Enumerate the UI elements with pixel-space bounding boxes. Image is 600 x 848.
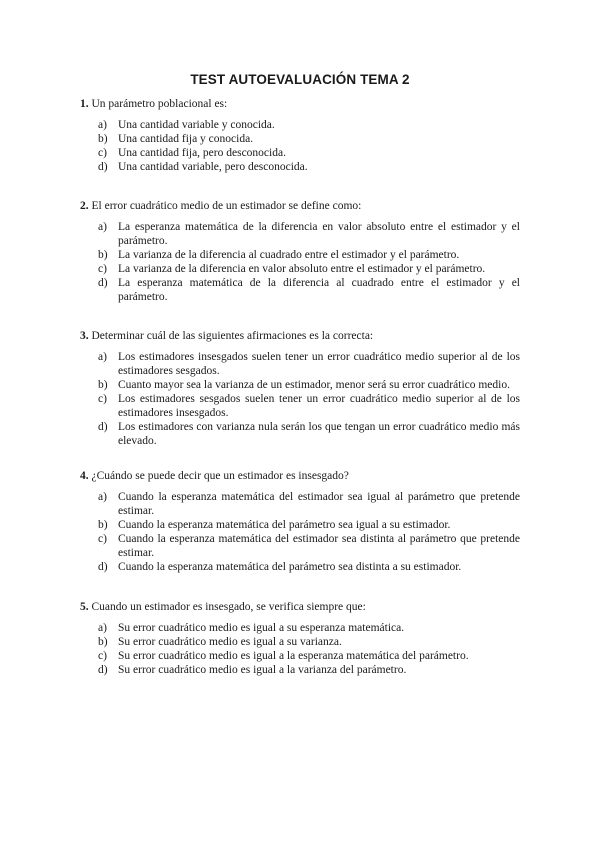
- option-b: [80, 132, 520, 146]
- option-c: [80, 146, 520, 160]
- option-text: Una cantidad fija, pero desconocida.: [118, 147, 286, 159]
- question-number: 2.: [80, 200, 89, 212]
- option-letter: a): [98, 221, 107, 233]
- question-text: ¿Cuándo se puede decir que un estimador es insesgado?: [91, 470, 349, 482]
- question-stem: [80, 600, 520, 614]
- option-a: [80, 350, 520, 378]
- option-letter: c): [98, 393, 107, 405]
- option-letter: d): [98, 421, 108, 433]
- option-a: [80, 118, 520, 132]
- option-d: [80, 420, 520, 448]
- option-letter: d): [98, 664, 108, 676]
- option-c: [80, 392, 520, 420]
- question-2: [80, 199, 520, 304]
- option-letter: c): [98, 147, 107, 159]
- option-letter: b): [98, 249, 108, 261]
- option-d: [80, 160, 520, 174]
- option-text: Una cantidad fija y conocida.: [118, 133, 254, 145]
- option-letter: c): [98, 533, 107, 545]
- page-title: TEST AUTOEVALUACIÓN TEMA 2: [190, 72, 410, 87]
- option-text: Los estimadores insesgados suelen tener un error cuadrático medio superior al de los estimadores sesgados.: [118, 351, 520, 377]
- option-text: Cuando la esperanza matemática del estimador sea igual al parámetro que pretende estimar.: [118, 491, 520, 517]
- option-letter: d): [98, 161, 108, 173]
- option-text: La esperanza matemática de la diferencia en valor absoluto entre el estimador y el parámetro.: [118, 221, 520, 247]
- option-letter: b): [98, 379, 108, 391]
- option-text: Su error cuadrático medio es igual a su esperanza matemática.: [118, 622, 405, 634]
- option-a: [80, 621, 520, 635]
- option-text: Su error cuadrático medio es igual a la esperanza matemática del parámetro.: [118, 650, 469, 662]
- option-b: [80, 518, 520, 532]
- option-letter: b): [98, 519, 108, 531]
- option-letter: a): [98, 119, 107, 131]
- option-text: Cuando la esperanza matemática del parámetro sea igual a su estimador.: [118, 519, 451, 531]
- question-number: 1.: [80, 98, 89, 110]
- question-stem: [80, 329, 520, 343]
- option-d: [80, 560, 520, 574]
- question-text: Un parámetro poblacional es:: [91, 98, 228, 110]
- option-letter: d): [98, 277, 108, 289]
- question-3: [80, 329, 520, 448]
- option-letter: a): [98, 491, 107, 503]
- option-letter: b): [98, 133, 108, 145]
- question-text: Determinar cuál de las siguientes afirmaciones es la correcta:: [91, 330, 374, 342]
- question-number: 3.: [80, 330, 89, 342]
- option-a: [80, 220, 520, 248]
- option-text: Su error cuadrático medio es igual a la varianza del parámetro.: [118, 664, 407, 676]
- question-number: 5.: [80, 601, 89, 613]
- question-stem: [80, 97, 520, 111]
- option-d: [80, 663, 520, 677]
- option-letter: b): [98, 636, 108, 648]
- option-letter: c): [98, 650, 107, 662]
- option-letter: a): [98, 351, 107, 363]
- option-text: La varianza de la diferencia al cuadrado entre el estimador y el parámetro.: [118, 249, 460, 261]
- question-stem: [80, 469, 520, 483]
- question-stem: [80, 199, 520, 213]
- option-letter: d): [98, 561, 108, 573]
- option-b: [80, 635, 520, 649]
- option-a: [80, 490, 520, 518]
- option-text: La varianza de la diferencia en valor absoluto entre el estimador y el parámetro.: [118, 263, 486, 275]
- option-c: [80, 649, 520, 663]
- option-text: Cuando la esperanza matemática del parámetro sea distinta a su estimador.: [118, 561, 462, 573]
- option-letter: a): [98, 622, 107, 634]
- question-1: [80, 97, 520, 174]
- option-c: [80, 262, 520, 276]
- option-b: [80, 248, 520, 262]
- option-d: [80, 276, 520, 304]
- question-number: 4.: [80, 470, 89, 482]
- option-text: Cuanto mayor sea la varianza de un estimador, menor será su error cuadrático medio.: [118, 379, 510, 391]
- question-4: [80, 469, 520, 574]
- question-text: El error cuadrático medio de un estimador se define como:: [91, 200, 362, 212]
- option-letter: c): [98, 263, 107, 275]
- option-text: Su error cuadrático medio es igual a su varianza.: [118, 636, 342, 648]
- option-text: Los estimadores sesgados suelen tener un error cuadrático medio superior al de los estimadores insesgados.: [118, 393, 520, 419]
- option-text: Una cantidad variable, pero desconocida.: [118, 161, 308, 173]
- option-b: [80, 378, 520, 392]
- option-text: La esperanza matemática de la diferencia al cuadrado entre el estimador y el parámetro.: [118, 277, 520, 303]
- question-text: Cuando un estimador es insesgado, se verifica siempre que:: [91, 601, 366, 613]
- question-5: [80, 600, 520, 677]
- option-c: [80, 532, 520, 560]
- option-text: Cuando la esperanza matemática del estimador sea distinta al parámetro que pretende estimar.: [118, 533, 520, 559]
- option-text: Una cantidad variable y conocida.: [118, 119, 275, 131]
- option-text: Los estimadores con varianza nula serán los que tengan un error cuadrático medio más elevado.: [118, 421, 520, 447]
